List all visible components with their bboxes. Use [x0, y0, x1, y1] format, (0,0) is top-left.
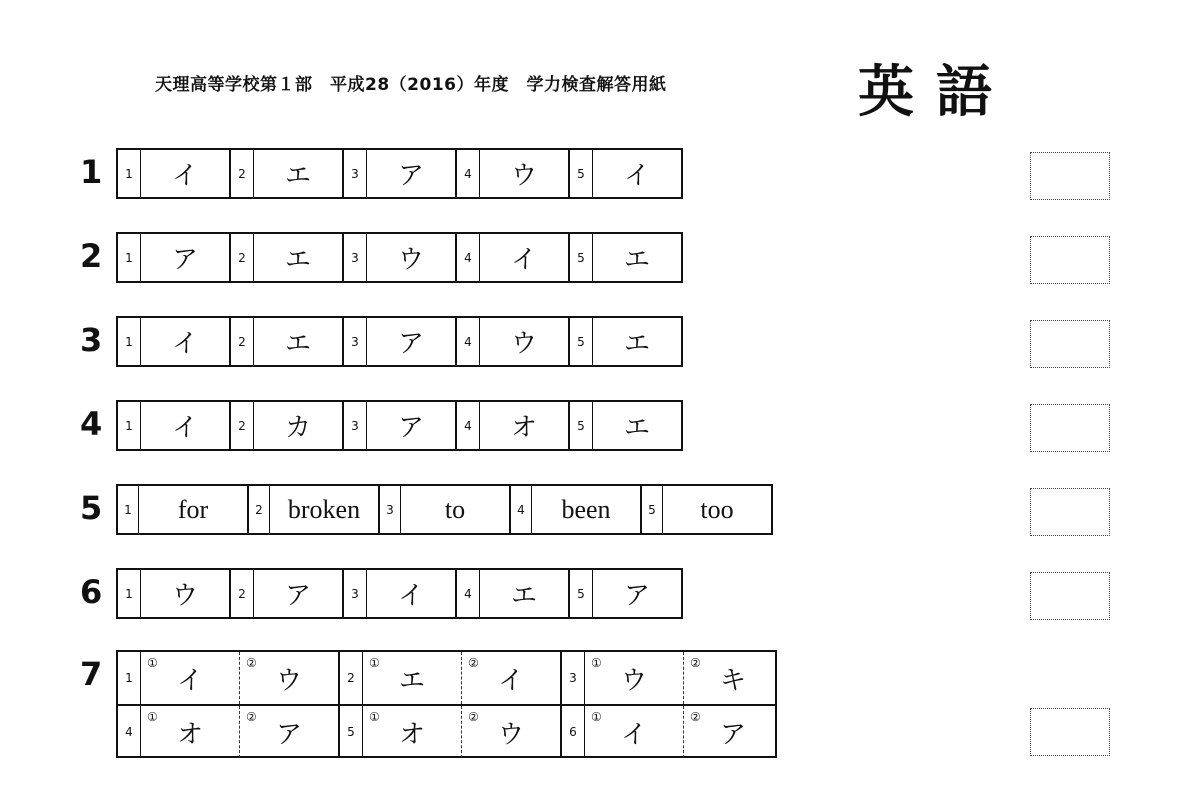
answer-cell	[683, 652, 782, 704]
answer-cell	[683, 706, 782, 758]
question-number-7: 7	[80, 655, 103, 693]
answer-value: ウ	[275, 665, 302, 696]
answer-value: キ	[719, 665, 746, 696]
score-box-1[interactable]	[1030, 152, 1110, 200]
q7-group	[562, 706, 782, 758]
answer-value: イ	[623, 161, 650, 191]
score-box-2[interactable]	[1030, 236, 1110, 284]
answer-cell	[461, 652, 560, 704]
sub-number: 5	[642, 486, 663, 533]
answer-value: ア	[141, 234, 231, 281]
sub-number: 4	[511, 486, 532, 533]
part-mark: ②	[690, 656, 701, 670]
answer-value: ウ	[480, 150, 570, 197]
answer-value: カ	[254, 402, 344, 449]
answer-value: イ	[176, 665, 203, 696]
q7-group	[340, 706, 562, 758]
question-number-3: 3	[80, 321, 103, 359]
answer-value: イ	[141, 402, 231, 449]
sub-number: 2	[340, 652, 363, 704]
sub-number: 5	[570, 570, 593, 617]
sub-number: 3	[344, 318, 367, 365]
sub-number: 1	[118, 150, 141, 197]
sub-number: 4	[457, 570, 480, 617]
sub-number: 1	[118, 486, 139, 533]
answer-value: ウ	[367, 234, 457, 281]
sub-number: 3	[344, 234, 367, 281]
answer-value: オ	[398, 719, 425, 750]
sub-number: 1	[118, 234, 141, 281]
sheet-title: 天理高等学校第１部 平成28（2016）年度 学力検査解答用紙	[155, 75, 667, 95]
score-box-7[interactable]	[1030, 708, 1110, 756]
answer-cell	[461, 706, 560, 758]
answer-value: ア	[275, 719, 302, 750]
answer-value: エ	[254, 234, 344, 281]
answer-value: イ	[497, 665, 524, 696]
question-7-grid	[116, 650, 777, 758]
sub-number: 1	[118, 570, 141, 617]
answer-value: エ	[398, 665, 425, 696]
answer-value: ア	[623, 581, 650, 611]
answer-cell	[585, 652, 683, 704]
sub-number: 5	[340, 706, 363, 758]
question-number-4: 4	[80, 405, 103, 443]
sub-number: 2	[231, 570, 254, 617]
q7-row-2	[118, 704, 775, 758]
sub-number: 4	[457, 318, 480, 365]
answer-value: to	[401, 486, 511, 533]
answer-value: イ	[141, 318, 231, 365]
sub-number: 4	[457, 150, 480, 197]
answer-value: ウ	[480, 318, 570, 365]
sub-number: 1	[118, 318, 141, 365]
score-box-6[interactable]	[1030, 572, 1110, 620]
question-number-1: 1	[80, 153, 103, 191]
answer-cell	[585, 706, 683, 758]
answer-value: イ	[480, 234, 570, 281]
answer-value: ウ	[620, 665, 647, 696]
answer-value: エ	[623, 329, 650, 359]
answer-value: ア	[367, 150, 457, 197]
sub-number: 3	[344, 150, 367, 197]
sub-number: 6	[562, 706, 585, 758]
answer-value: イ	[141, 150, 231, 197]
part-mark: ①	[147, 656, 158, 670]
sub-number: 4	[118, 706, 141, 758]
part-mark: ②	[246, 656, 257, 670]
answer-value: ウ	[497, 719, 524, 750]
answer-value: ア	[367, 318, 457, 365]
answer-cell	[141, 652, 239, 704]
part-mark: ①	[147, 710, 158, 724]
answer-cell	[239, 652, 338, 704]
part-mark: ①	[591, 656, 602, 670]
answer-row-1	[116, 148, 683, 199]
answer-value: broken	[270, 486, 380, 533]
score-box-5[interactable]	[1030, 488, 1110, 536]
part-mark: ②	[468, 710, 479, 724]
sub-number: 1	[118, 402, 141, 449]
sub-number: 5	[570, 318, 593, 365]
sub-number: 2	[231, 318, 254, 365]
sub-number: 5	[570, 402, 593, 449]
answer-value: for	[139, 486, 249, 533]
q7-group	[562, 652, 782, 704]
answer-value: エ	[623, 245, 650, 275]
answer-value: been	[532, 486, 642, 533]
answer-row-2	[116, 232, 683, 283]
sub-number: 3	[344, 570, 367, 617]
sub-number: 2	[231, 150, 254, 197]
answer-value: オ	[480, 402, 570, 449]
q7-row-1	[118, 652, 775, 704]
answer-value: ア	[719, 719, 746, 750]
answer-value: エ	[254, 318, 344, 365]
answer-row-3	[116, 316, 683, 367]
answer-cell	[141, 706, 239, 758]
answer-row-4	[116, 400, 683, 451]
sub-number: 2	[231, 234, 254, 281]
sub-number: 2	[231, 402, 254, 449]
part-mark: ①	[369, 710, 380, 724]
score-box-4[interactable]	[1030, 404, 1110, 452]
sub-number: 3	[562, 652, 585, 704]
answer-cell	[239, 706, 338, 758]
answer-cell	[363, 706, 461, 758]
q7-group	[340, 652, 562, 704]
part-mark: ②	[246, 710, 257, 724]
answer-value: イ	[367, 570, 457, 617]
answer-value: エ	[623, 413, 650, 443]
answer-value: too	[700, 494, 734, 524]
question-number-6: 6	[80, 573, 103, 611]
answer-cell	[363, 652, 461, 704]
q7-group	[118, 652, 340, 704]
sub-number: 5	[570, 150, 593, 197]
sub-number: 2	[249, 486, 270, 533]
answer-value: イ	[620, 719, 647, 750]
subject-title: 英語	[858, 60, 1014, 125]
sub-number: 3	[380, 486, 401, 533]
sub-number: 1	[118, 652, 141, 704]
answer-row-6	[116, 568, 683, 619]
answer-value: ウ	[141, 570, 231, 617]
answer-row-5	[116, 484, 773, 535]
part-mark: ①	[591, 710, 602, 724]
part-mark: ①	[369, 656, 380, 670]
question-number-2: 2	[80, 237, 103, 275]
answer-value: ア	[254, 570, 344, 617]
sub-number: 4	[457, 402, 480, 449]
answer-value: エ	[480, 570, 570, 617]
sub-number: 4	[457, 234, 480, 281]
q7-group	[118, 706, 340, 758]
answer-value: オ	[176, 719, 203, 750]
sub-number: 5	[570, 234, 593, 281]
answer-value: ア	[367, 402, 457, 449]
part-mark: ②	[468, 656, 479, 670]
part-mark: ②	[690, 710, 701, 724]
sub-number: 3	[344, 402, 367, 449]
score-box-3[interactable]	[1030, 320, 1110, 368]
answer-value: エ	[254, 150, 344, 197]
question-number-5: 5	[80, 489, 103, 527]
